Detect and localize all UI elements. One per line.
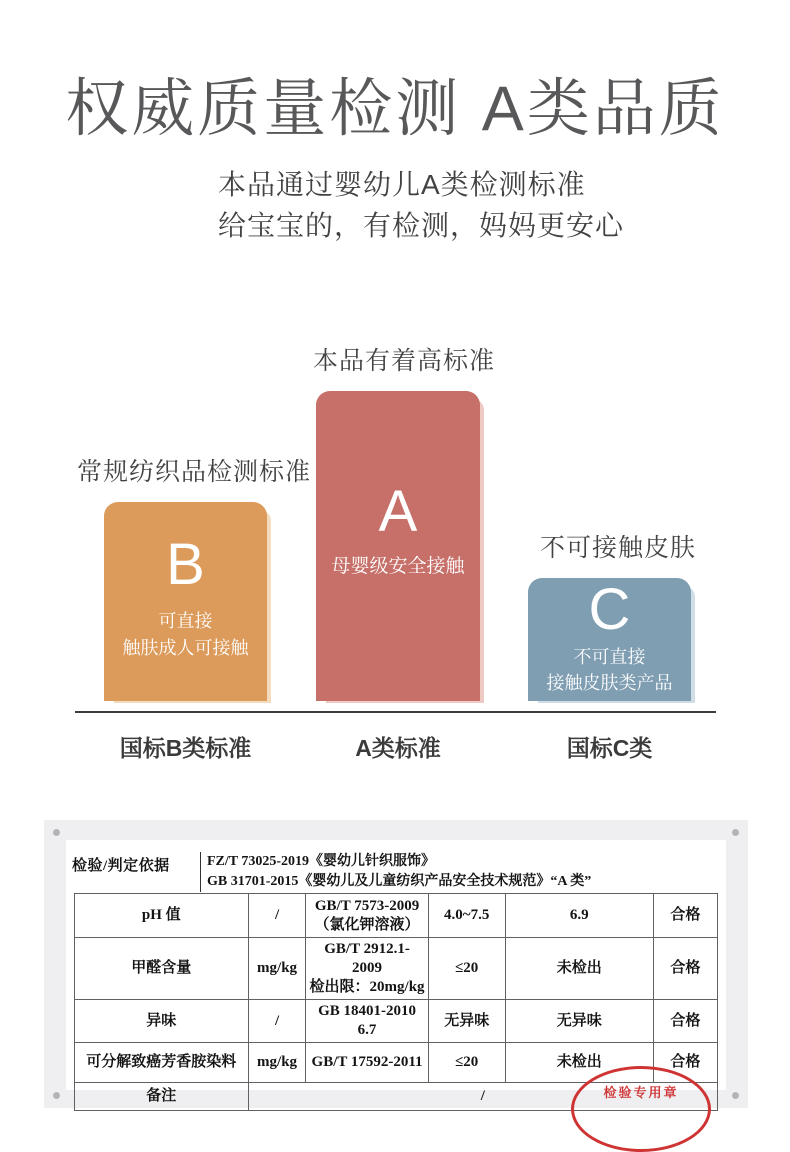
- cell-result: 6.9: [505, 894, 653, 938]
- cell-unit: mg/kg: [248, 938, 306, 1000]
- bar-desc-a-line1: 母婴级安全接触: [331, 556, 465, 577]
- bar-desc-b-line2: 触肤成人可接触: [122, 638, 249, 658]
- page-title: 权威质量检测 A类品质: [65, 74, 725, 144]
- test-report-panel: [44, 820, 748, 1108]
- bar-caption-b: 常规纺织品检测标准: [77, 458, 312, 486]
- axis-baseline: [75, 711, 716, 713]
- cell-method: [306, 938, 428, 1000]
- subtitle-line-1: 本品通过婴幼儿A类检测标准: [218, 169, 586, 200]
- cell-limit: 4.0~7.5: [428, 894, 505, 938]
- cell-item: 甲醛含量: [75, 938, 249, 1000]
- cell-verdict: 合格: [653, 1000, 717, 1043]
- table-row: [75, 894, 718, 938]
- cell-method: [306, 1000, 428, 1043]
- stamp-text: 检验专用章: [603, 1085, 679, 1100]
- cell-method-line2: （氯化钾溶液）: [314, 916, 420, 933]
- bar-desc-c: [528, 644, 691, 696]
- cell-method-line1: GB/T 7573-2009: [314, 897, 420, 914]
- cell-method: [306, 1043, 428, 1083]
- axis-label-a: A类标准: [355, 735, 441, 761]
- corner-pin-dot: [732, 1092, 739, 1099]
- grade-bar-c: [528, 578, 691, 701]
- basis-lines: [200, 852, 591, 892]
- cell-method-line1: GB/T 2912.1-2009: [324, 941, 410, 976]
- corner-pin-dot: [53, 829, 60, 836]
- cell-method-line1: GB/T 17592-2011: [311, 1054, 423, 1070]
- test-result-table: [74, 893, 718, 1111]
- bar-desc-a: [316, 553, 480, 580]
- table-row: [75, 1043, 718, 1083]
- grade-letter-b: B: [166, 532, 205, 597]
- table-row: [75, 1000, 718, 1043]
- cell-item: 可分解致癌芳香胺染料: [75, 1043, 249, 1083]
- cell-remark-value: /: [248, 1083, 717, 1111]
- table-row: [75, 938, 718, 1000]
- page-subtitle: [218, 164, 624, 246]
- cell-result: 无异味: [505, 1000, 653, 1043]
- bar-desc-c-line1: 不可直接: [573, 647, 646, 667]
- axis-label-b: 国标B类标准: [119, 735, 252, 761]
- basis-line-1: FZ/T 73025-2019《婴幼儿针织服饰》: [207, 854, 436, 869]
- cell-unit: /: [248, 1000, 306, 1043]
- cell-verdict: 合格: [653, 894, 717, 938]
- grade-letter-c: C: [588, 577, 631, 642]
- grade-letter-a: A: [378, 479, 418, 544]
- cell-limit: ≤20: [428, 1043, 505, 1083]
- basis-label: 检验/判定依据: [72, 858, 170, 874]
- bar-caption-c: 不可接触皮肤: [540, 534, 697, 562]
- grade-bar-b: [104, 502, 267, 701]
- cell-limit: ≤20: [428, 938, 505, 1000]
- grade-bar-a: [316, 391, 480, 701]
- cell-verdict: 合格: [653, 1043, 717, 1083]
- cell-method: [306, 894, 428, 938]
- corner-pin-dot: [53, 1092, 60, 1099]
- cell-item: pH 值: [75, 894, 249, 938]
- cell-verdict: 合格: [653, 938, 717, 1000]
- cell-method-line1: GB 18401-2010: [318, 1003, 416, 1019]
- cell-method-line2: 检出限：20mg/kg: [309, 979, 425, 995]
- bar-desc-b: [104, 608, 267, 662]
- grade-bar-chart: [0, 330, 790, 810]
- basis-line-2: GB 31701-2015《婴幼儿及儿童纺织产品安全技术规范》“A 类”: [207, 874, 592, 889]
- bar-desc-c-line2: 接触皮肤类产品: [546, 673, 673, 693]
- cell-remark-label: 备注: [75, 1083, 249, 1111]
- bar-caption-a: 本品有着高标准: [313, 347, 496, 375]
- cell-result: 未检出: [505, 1043, 653, 1083]
- bar-desc-b-line1: 可直接: [158, 611, 213, 631]
- cell-unit: /: [248, 894, 306, 938]
- corner-pin-dot: [732, 829, 739, 836]
- cell-result: 未检出: [505, 938, 653, 1000]
- test-report-card: [66, 840, 726, 1104]
- cell-limit: 无异味: [428, 1000, 505, 1043]
- cell-method-line2: 6.7: [357, 1022, 377, 1038]
- axis-label-c: 国标C类: [566, 735, 653, 761]
- cell-unit: mg/kg: [248, 1043, 306, 1083]
- cell-item: 异味: [75, 1000, 249, 1043]
- basis-row: [66, 840, 726, 893]
- subtitle-line-2: 给宝宝的，有检测，妈妈更安心: [218, 210, 625, 241]
- table-remark-row: [75, 1083, 718, 1111]
